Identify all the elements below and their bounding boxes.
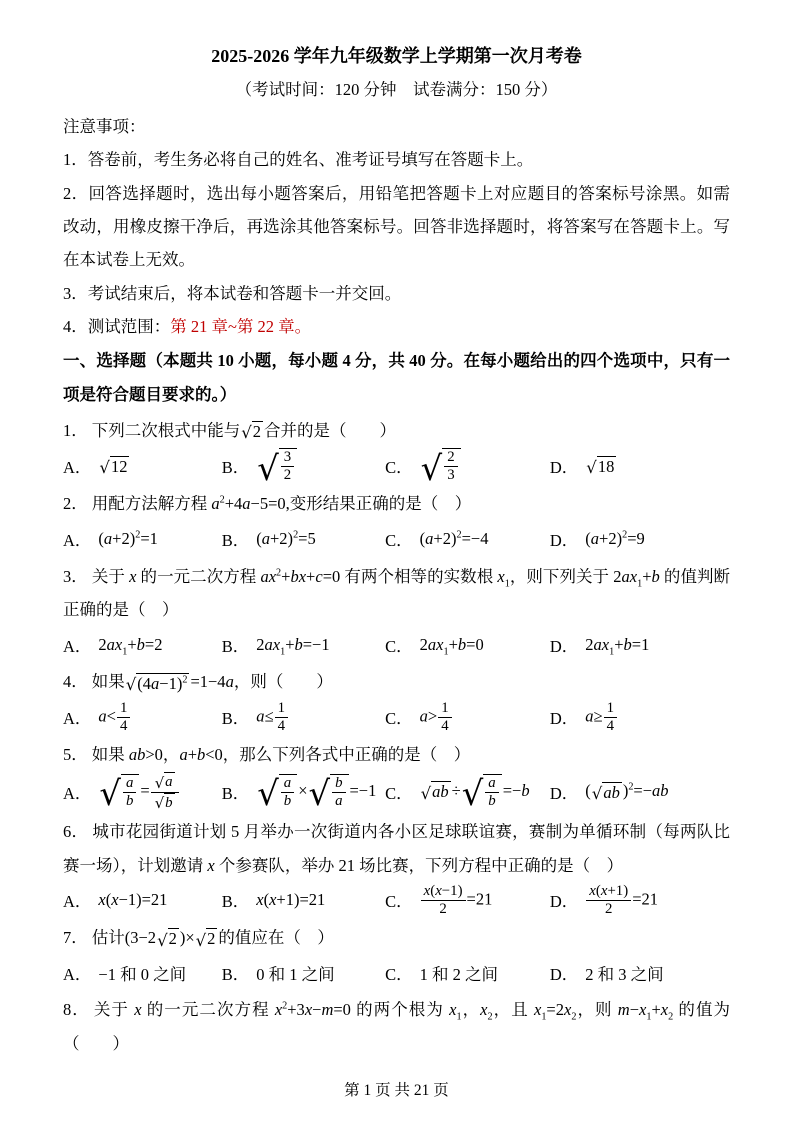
option-label: B． xyxy=(221,964,250,984)
option-C xyxy=(385,448,550,488)
option-label: A． xyxy=(63,964,92,984)
option-content: $(a+2)^2=1$ xyxy=(98,529,158,549)
section-heading: 一、选择题（本题共 10 小题，每小题 4 分，共 40 分。在每小题给出的四个选项中，只有一项是符合题目要求的。） xyxy=(63,351,730,404)
option-label: D． xyxy=(549,709,579,729)
option-content: √ $\frac{a}{b}$ = √ a √ b xyxy=(98,772,179,812)
sqrt-radical: √ 18 xyxy=(586,456,615,477)
option-content xyxy=(420,448,462,488)
option-label: B． xyxy=(221,892,250,912)
option-content: 1 和 2 之间 xyxy=(419,964,499,984)
option-A xyxy=(63,772,222,812)
sqrt-radical: √ $\frac{a}{b}$ xyxy=(99,774,139,810)
fraction: $\frac{x(x+1)}{2}$ xyxy=(586,883,631,918)
fraction: $\frac{1}{4}$ xyxy=(604,700,617,735)
question-number: 8． xyxy=(63,1000,90,1020)
option-D xyxy=(550,780,730,804)
option-label: D． xyxy=(549,784,579,804)
option-label: B． xyxy=(221,784,250,804)
sqrt-radical: √ 2 xyxy=(241,422,262,443)
question-number: 6． xyxy=(63,822,89,842)
question-3 xyxy=(63,560,730,663)
option-label: C． xyxy=(385,964,413,984)
option-label: C． xyxy=(385,531,413,551)
notice-item-4-prefix: 4．测试范围： xyxy=(63,316,171,336)
option-label: A． xyxy=(63,709,92,729)
option-label: A． xyxy=(63,636,92,656)
fraction: $\frac{2}{3}$ xyxy=(444,449,457,484)
option-label: B． xyxy=(221,531,250,551)
option-C xyxy=(385,883,550,918)
fraction: $\frac{a}{b}$ xyxy=(123,775,136,810)
option-C xyxy=(385,774,550,814)
sqrt-radical: √ 12 xyxy=(99,456,128,477)
option-label: B． xyxy=(221,709,250,729)
question-number: 5． xyxy=(63,744,88,764)
option-A xyxy=(63,633,222,657)
option-label: A． xyxy=(63,892,92,912)
sqrt-radical: √ $\frac{a}{b}$ xyxy=(257,774,297,810)
option-B xyxy=(221,448,385,488)
sqrt-radical: √ $\frac{2}{3}$ xyxy=(421,448,461,484)
notice-item-3: 3．考试结束后，将本试卷和答题卡一并交回。 xyxy=(63,283,402,303)
option-A xyxy=(63,888,222,912)
option-content: −1 和 0 之间 xyxy=(98,964,187,984)
question-stem: 1． 下列二次根式中能与 √ 2 合并的是（ ） xyxy=(63,420,397,443)
options-row xyxy=(63,700,730,735)
option-B xyxy=(222,633,385,657)
option-label: D． xyxy=(549,892,579,912)
sqrt-radical: √ 2 xyxy=(157,929,177,950)
question-number: 1． xyxy=(63,420,88,440)
fraction: $\frac{3}{2}$ xyxy=(281,449,294,484)
question-8 xyxy=(63,993,730,1060)
option-content: 0 和 1 之间 xyxy=(256,964,335,984)
option-D xyxy=(550,633,730,657)
option-A xyxy=(63,454,222,478)
option-D xyxy=(550,961,730,985)
option-label: D． xyxy=(549,964,579,984)
option-content: $\frac{x(x+1)}{2}$ =21 xyxy=(585,883,658,918)
sqrt-radical: √ $\frac{3}{2}$ xyxy=(257,448,297,484)
sqrt-radical: √ ab xyxy=(420,782,449,803)
option-content: 2 和 3 之间 xyxy=(585,964,664,984)
question-7 xyxy=(63,921,730,990)
option-C xyxy=(385,527,550,551)
option-content xyxy=(256,448,298,488)
question-stem: 3． 关于 x 的一元二次方程 $ax^2+bx+c=0$ 有两个相等的实数根 $x_1$，则下列关于 $2ax_1+b$ 的值判断正确的是（ ） xyxy=(63,566,731,620)
option-content: a≥ $\frac{1}{4}$ xyxy=(585,700,618,735)
notice-heading: 注意事项： xyxy=(63,117,146,136)
page-footer: 第 1 页 共 21 页 xyxy=(344,1082,449,1099)
option-label: D． xyxy=(549,531,579,551)
option-content: a> $\frac{1}{4}$ xyxy=(420,700,453,735)
option-content: $2ax_1+b=-1$ xyxy=(256,634,330,658)
notice-item-4 xyxy=(63,310,730,343)
option-C xyxy=(385,700,550,735)
option-D xyxy=(550,883,730,918)
option-C xyxy=(385,633,550,657)
fraction: $\frac{1}{4}$ xyxy=(438,700,451,735)
fraction: $\frac{x(x-1)}{2}$ xyxy=(421,883,466,918)
option-label: A． xyxy=(63,458,92,478)
option-label: A． xyxy=(63,531,92,551)
question-stem: 2． 用配方法解方程 $a^2+4a-5=0$,变形结果正确的是（ ） xyxy=(63,494,472,514)
sqrt-radical: √ $\frac{a}{b}$ xyxy=(462,774,502,810)
question-stem: 6． 城市花园街道计划 5 月举办一次街道内各小区足球联谊赛，赛制为单循环制（每两队比赛一场），计划邀请 x 个参赛队，举办 21 场比赛，下列方程中正确的是（ ） xyxy=(63,822,730,875)
test-scope-highlight: 第 21 章~第 22 章。 xyxy=(170,316,312,336)
option-content: $(a+2)^2=-4$ xyxy=(419,529,489,549)
option-content: $(a+2)^2=5$ xyxy=(256,529,316,549)
options-row xyxy=(63,522,730,557)
option-content: $2ax_1+b=2$ xyxy=(98,634,163,658)
sqrt-radical: √ $\frac{b}{a}$ xyxy=(309,774,349,810)
option-D xyxy=(550,454,730,478)
notice-item-2: 2．回答选择题时，选出每小题答案后，用铅笔把答题卡上对应题目的答案标号涂黑。如需改动，用橡皮擦干净后，再选涂其他答案标号。回答非选择题时，将答案写在答题卡上。写在本试卷上无效。 xyxy=(63,183,730,270)
option-D xyxy=(550,527,730,551)
question-stem: 4． 如果 √ $(4a-1)^2$ =1−4a，则（ ） xyxy=(63,672,333,694)
option-label: A． xyxy=(63,784,92,804)
sqrt-radical: √ ab xyxy=(591,782,620,803)
option-B xyxy=(221,774,385,814)
notice-item-1: 1．答卷前，考生务必将自己的姓名、准考证号填写在答题卡上。 xyxy=(63,150,534,170)
option-content: x(x+1)=21 xyxy=(256,890,326,910)
option-A xyxy=(63,961,222,985)
sqrt-radical: √ b xyxy=(154,794,173,813)
option-content: ( √ ab )$^2$=−ab xyxy=(585,781,669,803)
option-A xyxy=(63,700,222,735)
fraction xyxy=(151,772,179,812)
fraction: $\frac{a}{b}$ xyxy=(281,775,294,810)
question-number: 2． xyxy=(63,494,88,514)
option-label: B． xyxy=(221,636,250,656)
option-label: C． xyxy=(385,784,413,804)
option-content: a≤ $\frac{1}{4}$ xyxy=(256,700,289,735)
question-2 xyxy=(63,487,730,556)
question-number: 3． xyxy=(63,566,88,586)
options-row xyxy=(63,955,730,990)
option-label: D． xyxy=(549,636,579,656)
option-label: D． xyxy=(549,458,579,478)
option-content: $(a+2)^2=9$ xyxy=(585,529,645,549)
sqrt-radical: √ 2 xyxy=(195,929,216,950)
option-content: a< $\frac{1}{4}$ xyxy=(98,700,131,735)
option-C xyxy=(385,961,550,985)
option-label: C． xyxy=(385,636,413,656)
question-1 xyxy=(63,414,730,488)
question-number: 7． xyxy=(63,928,88,948)
fraction: $\frac{b}{a}$ xyxy=(332,775,345,810)
option-A xyxy=(63,527,222,551)
option-label: C． xyxy=(385,458,413,478)
option-B xyxy=(222,527,385,551)
option-content: $\frac{x(x-1)}{2}$ =21 xyxy=(420,883,493,918)
question-stem: 7． 估计(3−2 √ 2 )× √ 2 的值应在（ ） xyxy=(63,928,334,950)
option-content: √ $\frac{a}{b}$ × √ $\frac{b}{a}$ =−1 xyxy=(257,774,377,814)
page-title: 2025-2026 学年九年级数学上学期第一次月考卷 xyxy=(211,46,582,66)
option-D xyxy=(550,700,730,735)
question-6 xyxy=(63,815,730,918)
exam-time-and-score: （考试时间：120 分钟 试卷满分：150 分） xyxy=(235,80,558,99)
option-content xyxy=(98,455,130,477)
question-stem: 8． 关于 x 的一元二次方程 $x^2+3x-m=0$ 的两个根为 $x_1$，$x_2$，且 $x_1=2x_2$，则 $m-x_1+x_2$ 的值为（ ） xyxy=(63,1000,731,1053)
option-B xyxy=(222,888,385,912)
question-stem: 5． 如果 ab>0，a+b<0，那么下列各式中正确的是（ ） xyxy=(63,744,471,764)
question-4 xyxy=(63,665,730,734)
option-label: C． xyxy=(385,709,413,729)
fraction: $\frac{1}{4}$ xyxy=(275,700,288,735)
options-row xyxy=(63,772,730,812)
option-content: $2ax_1+b=0$ xyxy=(419,634,484,658)
option-label: C． xyxy=(385,892,413,912)
question-number: 4． xyxy=(63,672,88,692)
options-row xyxy=(63,448,730,488)
question-5 xyxy=(63,738,730,812)
option-content: √ ab ÷ √ $\frac{a}{b}$ =−b xyxy=(420,774,530,814)
option-label: B． xyxy=(221,458,250,478)
fraction: $\frac{a}{b}$ xyxy=(485,775,498,810)
option-content: x(x−1)=21 xyxy=(98,890,168,910)
options-row xyxy=(63,883,730,918)
sqrt-radical: √ $(4a-1)^2$ xyxy=(125,673,188,694)
sqrt-radical: √ a xyxy=(154,773,173,792)
option-content xyxy=(585,455,617,477)
option-content: $2ax_1+b=1$ xyxy=(585,634,650,658)
fraction: $\frac{1}{4}$ xyxy=(117,700,130,735)
options-row xyxy=(63,627,730,662)
option-B xyxy=(222,700,385,735)
question-list xyxy=(63,414,730,1060)
option-B xyxy=(222,961,385,985)
